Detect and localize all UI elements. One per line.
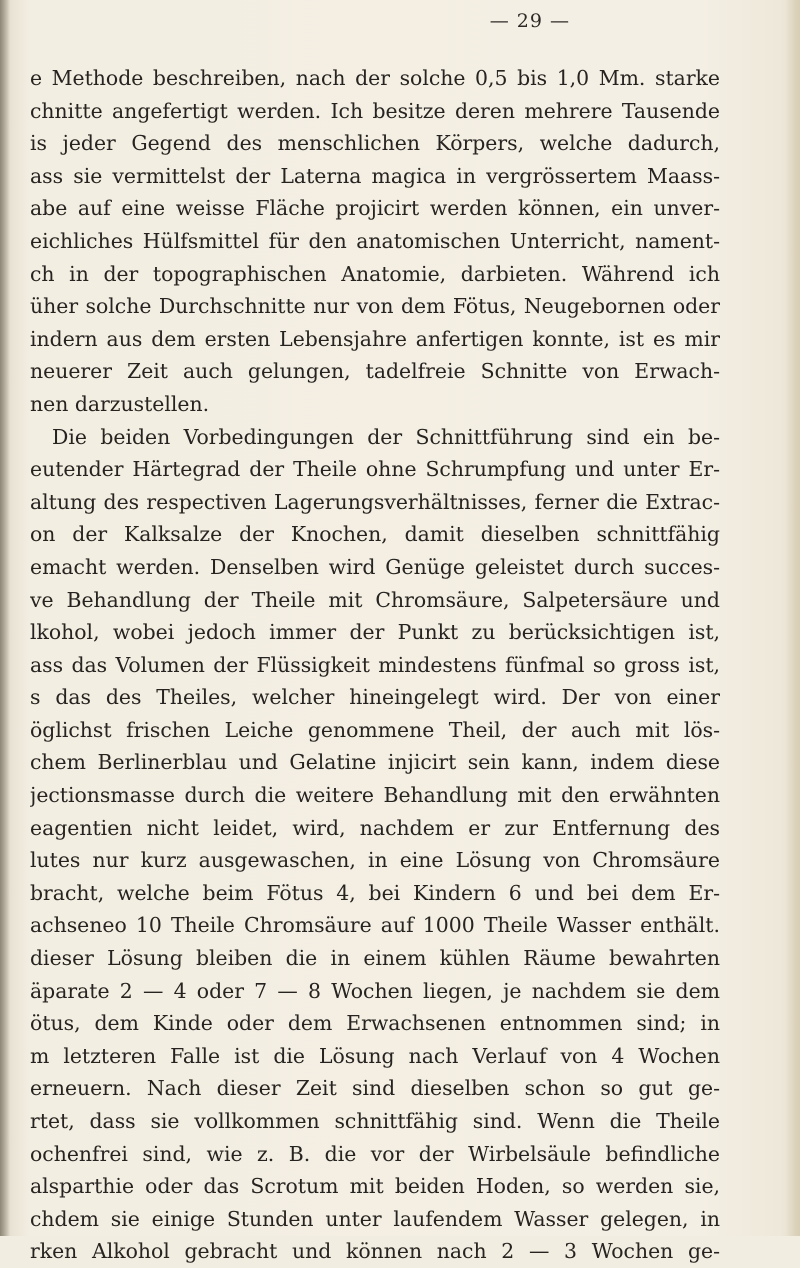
text-line: chdem sie einige Stunden unter laufendem Wasser gelegen, in: [30, 1206, 720, 1231]
binding-shadow: [0, 0, 10, 1236]
text-line: ve Behandlung der Theile mit Chromsäure, Salpetersäure und: [30, 587, 720, 612]
text-line: m letzteren Falle ist die Lösung nach Verlauf von 4 Wochen: [30, 1043, 720, 1068]
text-line: äparate 2 — 4 oder 7 — 8 Wochen liegen, je nachdem sie dem: [30, 978, 720, 1003]
text-line: bracht, welche beim Fötus 4, bei Kindern 6 und bei dem Er-: [30, 880, 720, 905]
text-line: indern aus dem ersten Lebensjahre anfertigen konnte, ist es mir: [30, 326, 720, 351]
text-line: alsparthie oder das Scrotum mit beiden Hoden, so werden sie,: [30, 1174, 720, 1199]
text-line: rtet, dass sie vollkommen schnittfähig sind. Wenn die Theile: [30, 1109, 720, 1133]
text-line: is jeder Gegend des menschlichen Körpers, welche dadurch,: [30, 131, 720, 156]
paragraph-start-line: Die beiden Vorbedingungen der Schnittführung sind ein be-: [52, 424, 720, 449]
page-edge: [786, 0, 800, 1236]
text-line: lutes nur kurz ausgewaschen, in eine Lösung von Chromsäure: [30, 848, 720, 873]
text-line: on der Kalksalze der Knochen, damit dieselben schnittfähig: [30, 522, 720, 547]
text-line: üher solche Durchschnitte nur von dem Fötus, Neugebornen oder: [30, 294, 720, 319]
text-line: dieser Lösung bleiben die in einem kühlen Räume bewahrten: [30, 946, 720, 971]
text-line: ochenfrei sind, wie z. B. die vor der Wirbelsäule befindliche: [30, 1141, 720, 1166]
text-line: eichliches Hülfsmittel für den anatomischen Unterricht, nament-: [30, 228, 720, 253]
page-number: — 29 —: [489, 10, 570, 32]
text-line: achseneo 10 Theile Chromsäure auf 1000 Theile Wasser enthält.: [30, 913, 720, 938]
text-line: chem Berlinerblau und Gelatine injicirt sein kann, indem diese: [30, 750, 720, 775]
text-line: öglichst frischen Leiche genommene Theil, der auch mit lös-: [30, 717, 720, 742]
text-line: ass sie vermittelst der Laterna magica in vergrössertem Maass-: [30, 163, 720, 188]
paragraph-end-line: nen darzustellen.: [30, 391, 210, 416]
text-line: erneuern. Nach dieser Zeit sind dieselben schon so gut ge-: [30, 1076, 720, 1101]
text-line: ass das Volumen der Flüssigkeit mindestens fünfmal so gross ist,: [30, 652, 720, 677]
text-line: e Methode beschreiben, nach der solche 0,5 bis 1,0 Mm. starke: [30, 66, 720, 90]
text-line: ötus, dem Kinde oder dem Erwachsenen entnommen sind; in: [30, 1011, 720, 1036]
text-line: jectionsmasse durch die weitere Behandlung mit den erwähnten: [30, 783, 720, 808]
text-line: emacht werden. Denselben wird Genüge geleistet durch succes-: [30, 554, 720, 579]
text-line: neuerer Zeit auch gelungen, tadelfreie Schnitte von Erwach-: [30, 359, 720, 384]
text-line: lkohol, wobei jedoch immer der Punkt zu berücksichtigen ist,: [30, 620, 720, 645]
text-line: chnitte angefertigt werden. Ich besitze deren mehrere Tausende: [30, 98, 720, 123]
text-line: rken Alkohol gebracht und können nach 2 — 3 Wochen ge-: [30, 1239, 720, 1264]
text-line: abe auf eine weisse Fläche projicirt werden können, ein unver-: [30, 196, 720, 221]
body-text: [30, 62, 720, 1268]
text-line: s das des Theiles, welcher hineingelegt wird. Der von einer: [30, 685, 720, 710]
text-line: ch in der topographischen Anatomie, darbieten. Während ich: [30, 261, 720, 286]
text-line: eutender Härtegrad der Theile ohne Schrumpfung und unter Er-: [30, 457, 720, 482]
text-line: altung des respectiven Lagerungsverhältnisses, ferner die Extrac-: [30, 489, 720, 514]
text-line: eagentien nicht leidet, wird, nachdem er zur Entfernung des: [30, 815, 720, 840]
